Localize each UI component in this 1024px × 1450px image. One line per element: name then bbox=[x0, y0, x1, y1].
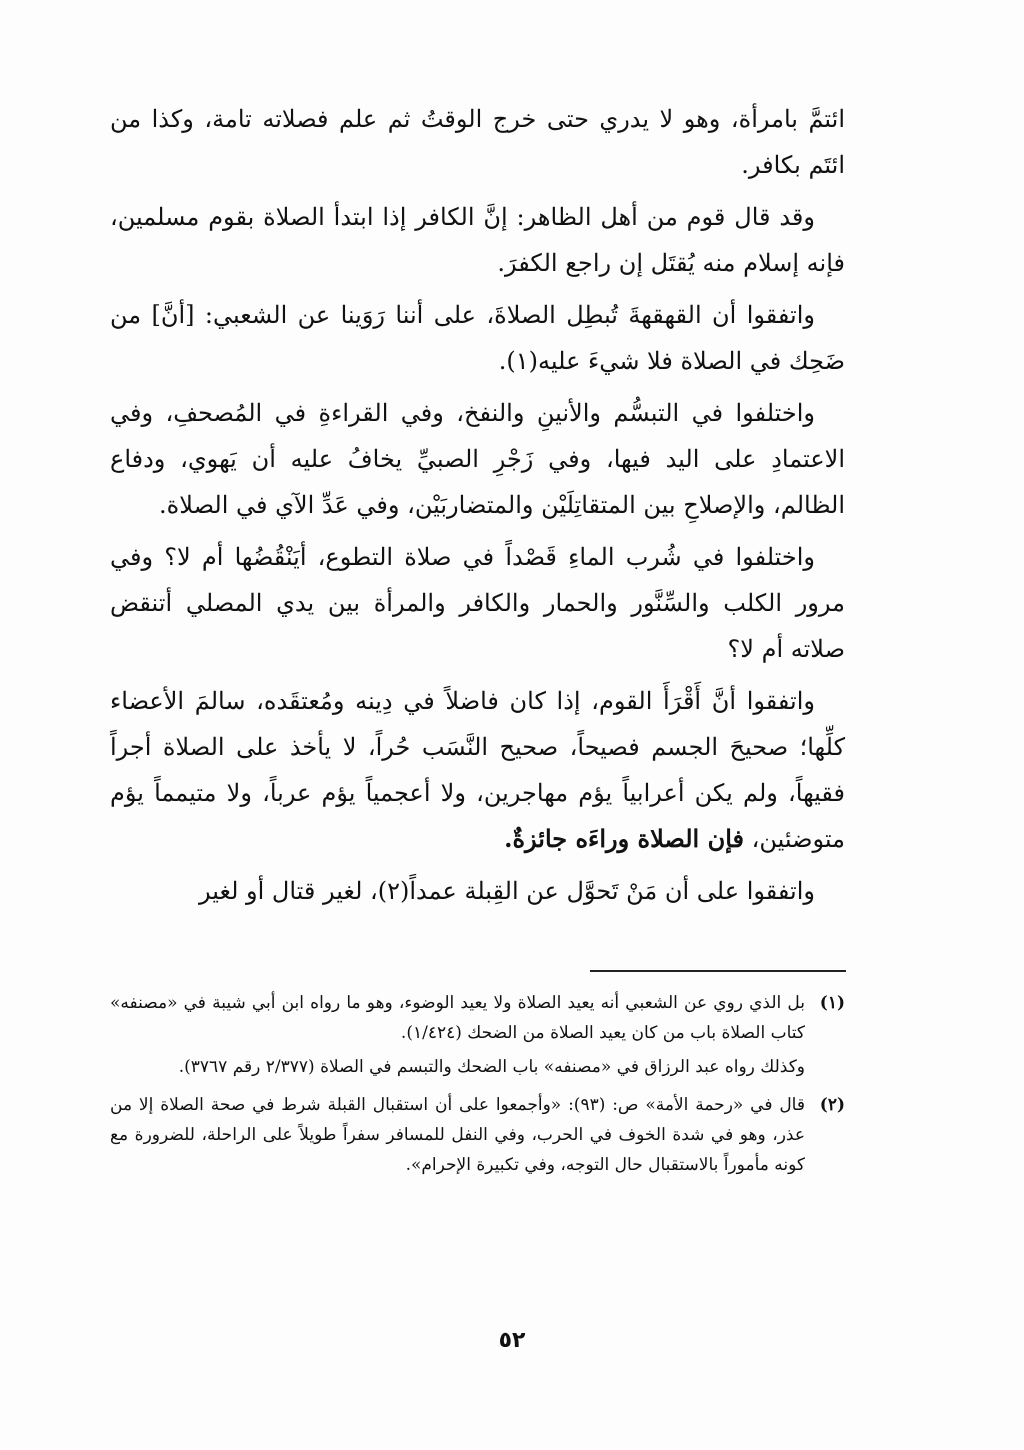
paragraph-1: ائتمَّ بامرأة، وهو لا يدري حتى خرج الوقتُ ثم علم فصلاته تامة، وكذا من ائتَم بكافر. bbox=[110, 105, 845, 179]
footnote-2-body bbox=[110, 1090, 805, 1184]
paragraph-4: واختلفوا في التبسُّم والأنينِ والنفخ، وفي القراءةِ في المُصحفِ، وفي الاعتمادِ على اليد فيها، وفي زَجْرِ الصبيِّ يخافُ عليه أن يَهوي، ودفاع الظالم، والإصلاحِ بين المتقاتِلَيْن والمتضاربَيْن، وفي عَدِّ الآي في الصلاة. bbox=[110, 399, 845, 519]
footnote-1 bbox=[110, 988, 845, 1086]
footnote-1-number: (١) bbox=[819, 993, 845, 1013]
paragraph-3: واتفقوا أن القهقهةَ تُبطِل الصلاةَ، على أننا رَوَينا عن الشعبي: [أنَّ] من ضَحِك في الصلاة فلا شيءَ عليه(١). bbox=[110, 301, 845, 375]
footnote-1-line-2: وكذلك رواه عبد الرزاق في «مصنفه» باب الضحك والتبسم في الصلاة (٢/٣٧٧ رقم ٣٧٦٧). bbox=[178, 1057, 805, 1077]
paragraph-6 bbox=[110, 678, 845, 862]
footnote-2-line-1: قال في «رحمة الأمة» ص: (٩٣): «وأجمعوا على أن استقبال القبلة شرط في صحة الصلاة إلا من عذر، وهو في شدة الخوف في الحرب، وفي النفل للمسافر سفراً طويلاً على الراحلة، للضرورة مع كونه مأموراً بالاستقبال حال التوجه، وفي تكبيرة الإحرام». bbox=[110, 1095, 805, 1175]
footnote-separator bbox=[590, 970, 846, 972]
footnote-1-line-1: بل الذي روي عن الشعبي أنه يعيد الصلاة ولا يعيد الوضوء، وهو ما رواه ابن أبي شيبة في «مصنفه» كتاب الصلاة باب من كان يعيد الصلاة من الضحك (١/٤٢٤). bbox=[110, 993, 805, 1043]
paragraph-6-bold: فإن الصلاة وراءَه جائزةٌ. bbox=[504, 824, 744, 853]
page-number: ٥٢ bbox=[498, 1328, 526, 1353]
paragraph-6-text: واتفقوا أنَّ أَقْرَأَ القوم، إذا كان فاضلاً في دِينه ومُعتقَده، سالمَ الأعضاء كلِّها؛ صحيحَ الجسم فصيحاً، صحيح النَّسَب حُراً، لا يأخذ على الصلاة أجراً فقيهاً، ولم يكن أعرابياً يؤم مهاجرين، ولا أعجمياً يؤم عرباً، ولا متيمماً يؤم متوضئين، bbox=[110, 687, 845, 853]
footnote-2-number: (٢) bbox=[819, 1095, 845, 1115]
paragraph-5: واختلفوا في شُرب الماءِ قَصْداً في صلاة التطوع، أيَنْقُضُها أم لا؟ وفي مرور الكلب والسِّنَّور والحمار والكافر والمرأة بين يدي المصلي أتنقض صلاته أم لا؟ bbox=[110, 543, 845, 663]
paragraph-7: واتفقوا على أن مَنْ تَحوَّل عن القِبلة عمداً(٢)، لغير قتال أو لغير bbox=[199, 877, 815, 905]
paragraph-2: وقد قال قوم من أهل الظاهر: إنَّ الكافر إذا ابتدأ الصلاة بقوم مسلمين، فإنه إسلام منه يُقتَل إن راجع الكفرَ. bbox=[110, 203, 845, 277]
footnote-2 bbox=[110, 1090, 845, 1184]
footnote-1-body bbox=[110, 988, 805, 1086]
main-text bbox=[110, 96, 845, 920]
footnotes bbox=[110, 988, 845, 1188]
